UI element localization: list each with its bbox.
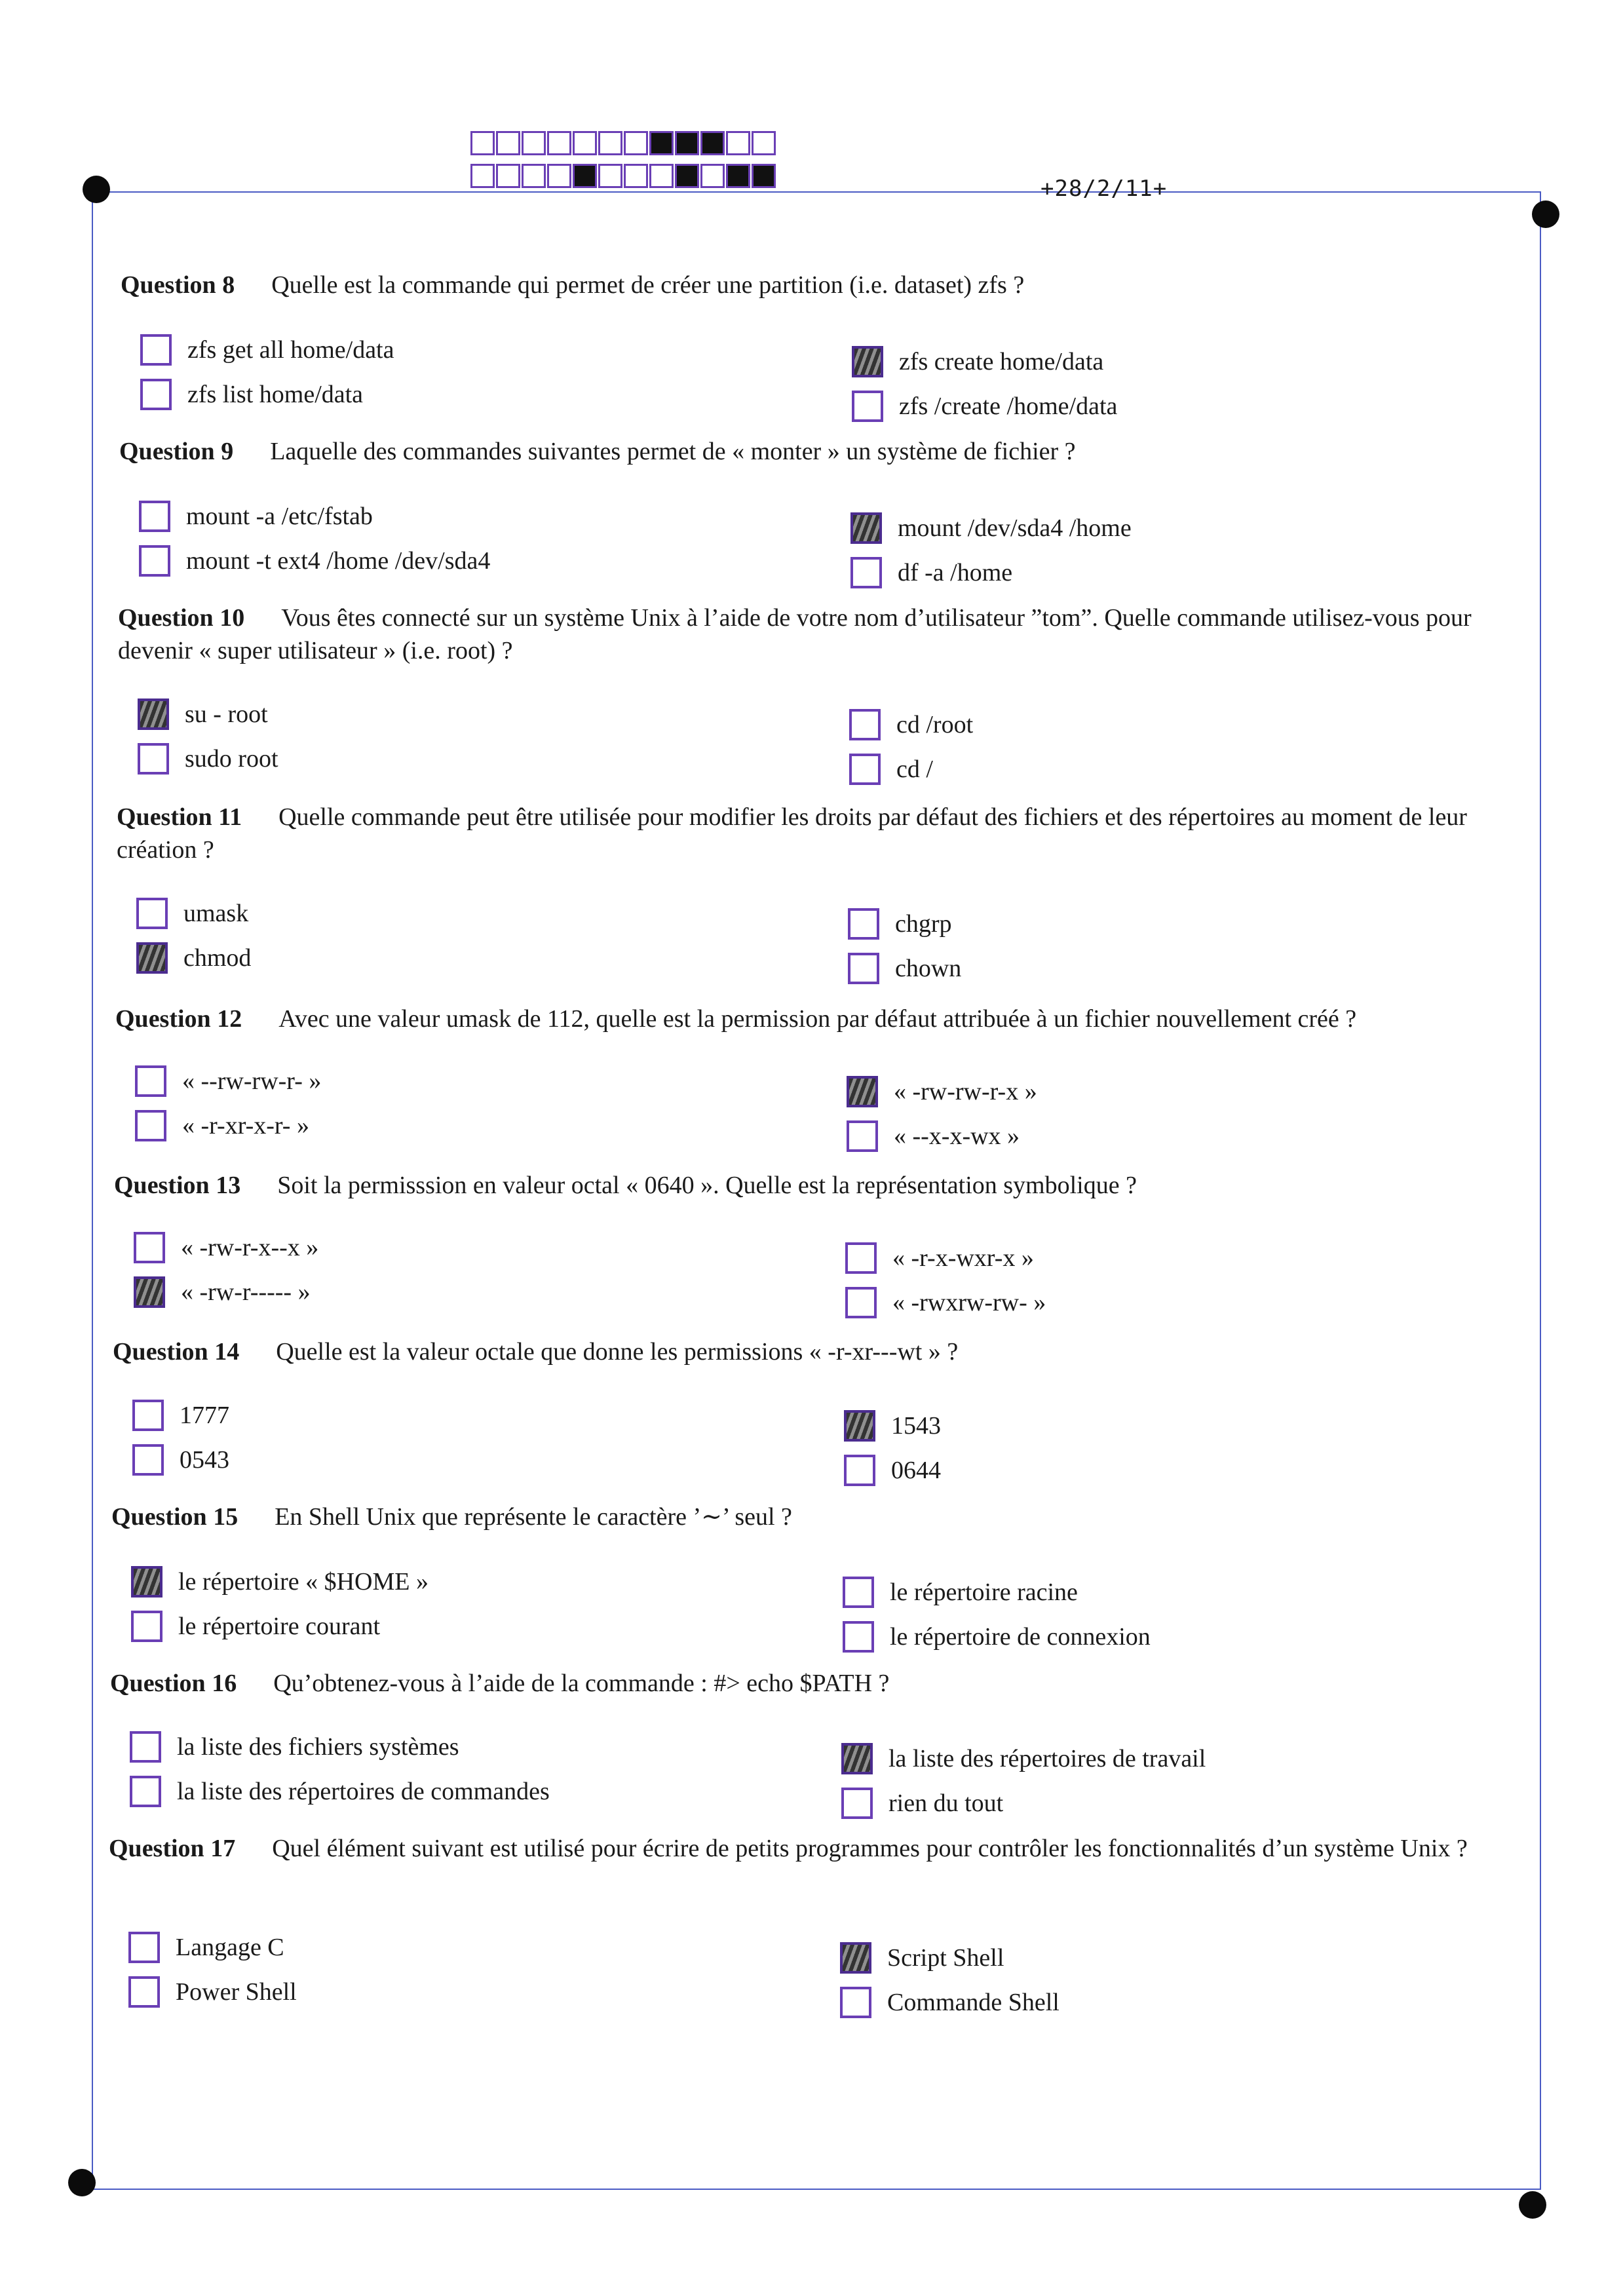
answer-option[interactable] bbox=[843, 1577, 1078, 1608]
page-id: +28/2/11+ bbox=[1041, 176, 1168, 202]
code-cell bbox=[624, 131, 648, 155]
code-cell bbox=[752, 164, 776, 188]
answer-option[interactable] bbox=[852, 346, 1103, 377]
code-cell bbox=[470, 131, 495, 155]
answer-option[interactable] bbox=[130, 1731, 459, 1763]
checkbox[interactable] bbox=[134, 1232, 165, 1263]
checkbox[interactable] bbox=[140, 334, 172, 366]
answer-option[interactable] bbox=[135, 1065, 321, 1097]
checkbox[interactable] bbox=[140, 379, 172, 410]
question-text: Avec une valeur umask de 112, quelle est la permission par défaut attribuée à un fichier nouvellement créé ? bbox=[278, 1005, 1357, 1033]
answer-option[interactable] bbox=[134, 1232, 318, 1263]
answer-option[interactable] bbox=[850, 557, 1012, 588]
code-cell bbox=[700, 164, 725, 188]
checkbox[interactable] bbox=[136, 898, 168, 929]
checkbox[interactable] bbox=[845, 1287, 877, 1318]
checkbox[interactable] bbox=[128, 1976, 160, 2008]
answer-option[interactable] bbox=[847, 1120, 1020, 1152]
code-cell bbox=[522, 131, 546, 155]
checkbox[interactable] bbox=[849, 754, 881, 785]
answer-option[interactable] bbox=[848, 908, 952, 940]
code-cell bbox=[573, 164, 597, 188]
answer-option[interactable] bbox=[841, 1788, 1003, 1819]
code-cell bbox=[726, 131, 750, 155]
answer-text: Power Shell bbox=[176, 1978, 297, 2006]
answer-text: « -rw-rw-r-x » bbox=[894, 1078, 1037, 1105]
answer-option[interactable] bbox=[845, 1287, 1046, 1318]
code-cell bbox=[522, 164, 546, 188]
answer-option[interactable] bbox=[849, 709, 973, 740]
answer-option[interactable] bbox=[844, 1410, 941, 1442]
answer-text: zfs /create /home/data bbox=[899, 392, 1118, 420]
checkbox[interactable] bbox=[139, 501, 170, 532]
checked-checkbox[interactable] bbox=[136, 942, 168, 974]
corner-marker-bottom-left bbox=[68, 2169, 96, 2196]
answer-option[interactable] bbox=[130, 1776, 550, 1807]
answer-text: chgrp bbox=[895, 910, 952, 938]
code-cell bbox=[496, 164, 520, 188]
answer-option[interactable] bbox=[845, 1242, 1034, 1274]
checked-checkbox[interactable] bbox=[138, 698, 169, 730]
answer-text: la liste des répertoires de travail bbox=[888, 1745, 1206, 1772]
question-16 bbox=[110, 1667, 1512, 1700]
answer-option[interactable] bbox=[140, 379, 363, 410]
answer-text: le répertoire courant bbox=[178, 1613, 381, 1640]
code-cell bbox=[598, 131, 622, 155]
question-text: Quelle est la commande qui permet de créer une partition (i.e. dataset) zfs ? bbox=[271, 271, 1025, 299]
question-text: Quel élément suivant est utilisé pour écrire de petits programmes pour contrôler les fonctionnalités d’un système Unix ? bbox=[272, 1835, 1468, 1862]
answer-option[interactable] bbox=[843, 1621, 1151, 1653]
checkbox[interactable] bbox=[843, 1621, 874, 1653]
question-label: Question 10 bbox=[118, 604, 245, 632]
code-cell bbox=[624, 164, 648, 188]
answer-text: zfs list home/data bbox=[187, 381, 364, 408]
answer-text: Script Shell bbox=[887, 1944, 1004, 1972]
code-cell bbox=[547, 164, 571, 188]
code-cell bbox=[675, 164, 699, 188]
checked-checkbox[interactable] bbox=[841, 1743, 873, 1774]
answer-text: su - root bbox=[185, 700, 268, 728]
answer-text: « -rwxrw-rw- » bbox=[892, 1289, 1046, 1316]
checked-checkbox[interactable] bbox=[131, 1566, 162, 1598]
answer-text: Commande Shell bbox=[887, 1989, 1060, 2016]
question-13 bbox=[114, 1169, 1516, 1202]
code-cell bbox=[675, 131, 699, 155]
page-code-boxes bbox=[470, 131, 777, 197]
question-label: Question 15 bbox=[111, 1503, 239, 1531]
code-cell bbox=[598, 164, 622, 188]
checkbox[interactable] bbox=[840, 1987, 871, 2018]
question-label: Question 8 bbox=[121, 271, 235, 299]
answer-option[interactable] bbox=[139, 501, 373, 532]
answer-text: le répertoire « $HOME » bbox=[178, 1568, 429, 1596]
answer-text: df -a /home bbox=[898, 559, 1013, 586]
checkbox[interactable] bbox=[132, 1400, 164, 1431]
answer-text: 1543 bbox=[891, 1412, 941, 1440]
code-cell bbox=[470, 164, 495, 188]
answer-text: chown bbox=[895, 955, 962, 982]
question-label: Question 12 bbox=[115, 1005, 242, 1033]
answer-text: « -r-x-wxr-x » bbox=[892, 1244, 1034, 1272]
answer-text: 1777 bbox=[180, 1402, 229, 1429]
answer-option[interactable] bbox=[848, 953, 961, 984]
question-17 bbox=[109, 1832, 1518, 1865]
checked-checkbox[interactable] bbox=[847, 1076, 878, 1107]
question-text: Soit la permisssion en valeur octal « 0640 ». Quelle est la représentation symbolique ? bbox=[277, 1172, 1137, 1199]
checkbox[interactable] bbox=[128, 1932, 160, 1963]
checked-checkbox[interactable] bbox=[852, 346, 883, 377]
checkbox[interactable] bbox=[850, 557, 882, 588]
checkbox[interactable] bbox=[848, 953, 879, 984]
corner-marker-top-right bbox=[1532, 201, 1559, 228]
checkbox[interactable] bbox=[852, 391, 883, 422]
question-text: Qu’obtenez-vous à l’aide de la commande : #> echo $PATH ? bbox=[273, 1670, 890, 1697]
answer-text: cd /root bbox=[896, 711, 974, 738]
answer-option[interactable] bbox=[135, 1110, 309, 1141]
code-cell bbox=[649, 131, 674, 155]
checkbox[interactable] bbox=[135, 1065, 166, 1097]
checkbox[interactable] bbox=[135, 1110, 166, 1141]
checked-checkbox[interactable] bbox=[840, 1942, 871, 1974]
answer-option[interactable] bbox=[136, 942, 251, 974]
answer-option[interactable] bbox=[840, 1987, 1060, 2018]
answer-text: « -r-xr-x-r- » bbox=[182, 1112, 309, 1139]
code-cell bbox=[752, 131, 776, 155]
code-cell bbox=[649, 164, 674, 188]
checkbox[interactable] bbox=[847, 1120, 878, 1152]
answer-text: umask bbox=[183, 900, 249, 927]
question-15 bbox=[111, 1501, 1514, 1533]
answer-text: mount -t ext4 /home /dev/sda4 bbox=[186, 547, 491, 575]
answer-text: rien du tout bbox=[888, 1789, 1004, 1817]
code-cell bbox=[573, 131, 597, 155]
answer-option[interactable] bbox=[131, 1566, 429, 1598]
checkbox[interactable] bbox=[139, 545, 170, 577]
answer-option[interactable] bbox=[852, 391, 1117, 422]
checkbox[interactable] bbox=[849, 709, 881, 740]
checkbox[interactable] bbox=[848, 908, 879, 940]
answer-text: cd / bbox=[896, 756, 933, 783]
checkbox[interactable] bbox=[131, 1611, 162, 1642]
answer-text: sudo root bbox=[185, 745, 278, 773]
question-text: Vous êtes connecté sur un système Unix à l’aide de votre nom d’utilisateur ”tom”. Quelle commande utilisez-vous pour devenir « super utilisateur » (i.e. root) ? bbox=[118, 604, 1472, 664]
answer-option[interactable] bbox=[138, 698, 268, 730]
code-row-1 bbox=[470, 131, 777, 160]
question-12 bbox=[115, 1003, 1518, 1035]
question-label: Question 11 bbox=[117, 803, 242, 831]
checkbox[interactable] bbox=[130, 1731, 161, 1763]
answer-option[interactable] bbox=[134, 1276, 311, 1308]
answer-option[interactable] bbox=[849, 754, 933, 785]
answer-option[interactable] bbox=[850, 512, 1132, 544]
answer-option[interactable] bbox=[139, 545, 490, 577]
checkbox[interactable] bbox=[841, 1788, 873, 1819]
answer-text: zfs get all home/data bbox=[187, 336, 394, 364]
answer-option[interactable] bbox=[132, 1444, 229, 1476]
answer-text: chmod bbox=[183, 944, 252, 972]
answer-text: « --x-x-wx » bbox=[894, 1122, 1020, 1150]
checkbox[interactable] bbox=[843, 1577, 874, 1608]
answer-text: le répertoire de connexion bbox=[890, 1623, 1151, 1651]
answer-option[interactable] bbox=[131, 1611, 380, 1642]
checkbox[interactable] bbox=[845, 1242, 877, 1274]
question-text: Laquelle des commandes suivantes permet de « monter » un système de fichier ? bbox=[270, 438, 1076, 465]
checkbox[interactable] bbox=[132, 1444, 164, 1476]
code-row-2 bbox=[470, 164, 777, 193]
question-14 bbox=[113, 1335, 1515, 1368]
answer-option[interactable] bbox=[840, 1942, 1004, 1974]
question-text: Quelle commande peut être utilisée pour modifier les droits par défaut des fichiers et des répertoires au moment de leur création ? bbox=[117, 803, 1467, 864]
code-cell bbox=[700, 131, 725, 155]
answer-text: 0644 bbox=[891, 1457, 941, 1484]
checked-checkbox[interactable] bbox=[844, 1410, 875, 1442]
answer-text: 0543 bbox=[180, 1446, 229, 1474]
question-label: Question 17 bbox=[109, 1835, 236, 1862]
checked-checkbox[interactable] bbox=[850, 512, 882, 544]
answer-text: « --rw-rw-r- » bbox=[182, 1067, 322, 1095]
answer-option[interactable] bbox=[841, 1743, 1206, 1774]
question-10 bbox=[118, 602, 1520, 667]
answer-text: « -rw-r----- » bbox=[181, 1278, 311, 1306]
question-label: Question 9 bbox=[119, 438, 234, 465]
code-cell bbox=[726, 164, 750, 188]
corner-marker-bottom-right bbox=[1519, 2191, 1546, 2219]
answer-option[interactable] bbox=[136, 898, 248, 929]
answer-option[interactable] bbox=[844, 1455, 941, 1486]
code-cell bbox=[547, 131, 571, 155]
checkbox[interactable] bbox=[844, 1455, 875, 1486]
question-8 bbox=[121, 269, 1156, 301]
answer-option[interactable] bbox=[128, 1932, 284, 1963]
question-label: Question 13 bbox=[114, 1172, 241, 1199]
answer-option[interactable] bbox=[132, 1400, 229, 1431]
answer-text: zfs create home/data bbox=[899, 348, 1104, 375]
question-text: En Shell Unix que représente le caractère ’∼’ seul ? bbox=[275, 1503, 792, 1531]
answer-option[interactable] bbox=[138, 743, 278, 775]
question-label: Question 14 bbox=[113, 1338, 240, 1366]
question-text: Quelle est la valeur octale que donne les permissions « -r-xr---wt » ? bbox=[276, 1338, 959, 1366]
question-label: Question 16 bbox=[110, 1670, 237, 1697]
question-9 bbox=[119, 435, 1200, 468]
checkbox[interactable] bbox=[138, 743, 169, 775]
corner-marker-top-left bbox=[83, 176, 110, 203]
answer-text: le répertoire racine bbox=[890, 1578, 1078, 1606]
answer-text: la liste des répertoires de commandes bbox=[177, 1778, 550, 1805]
answer-option[interactable] bbox=[847, 1076, 1037, 1107]
checked-checkbox[interactable] bbox=[134, 1276, 165, 1308]
answer-option[interactable] bbox=[140, 334, 394, 366]
answer-text: « -rw-r-x--x » bbox=[181, 1234, 319, 1261]
answer-text: mount -a /etc/fstab bbox=[186, 503, 373, 530]
answer-option[interactable] bbox=[128, 1976, 297, 2008]
question-11 bbox=[117, 801, 1519, 866]
answer-text: la liste des fichiers systèmes bbox=[177, 1733, 459, 1761]
checkbox[interactable] bbox=[130, 1776, 161, 1807]
answer-text: mount /dev/sda4 /home bbox=[898, 514, 1132, 542]
answer-text: Langage C bbox=[176, 1934, 284, 1961]
code-cell bbox=[496, 131, 520, 155]
